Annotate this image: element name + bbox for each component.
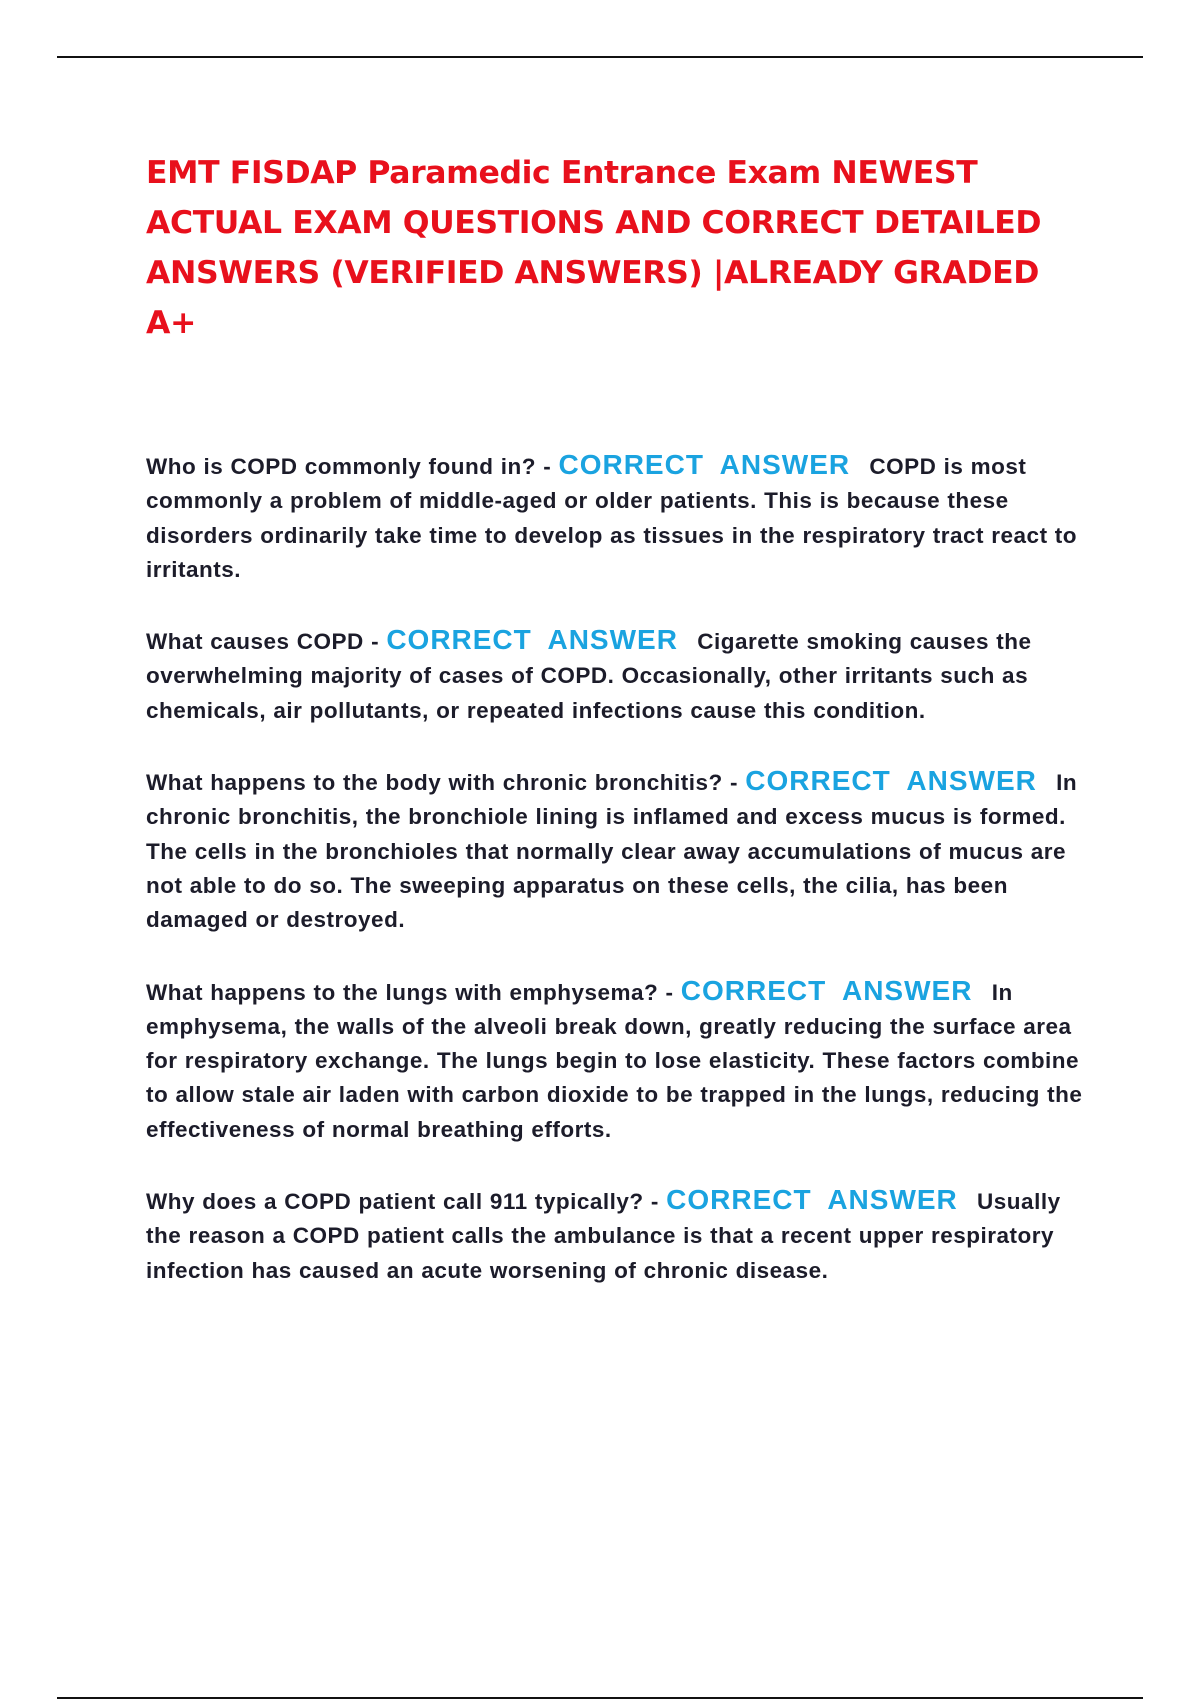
bottom-rule — [57, 1697, 1143, 1699]
qa-item — [146, 974, 1090, 1147]
correct-answer-tag: CORRECT ANSWER — [745, 765, 1037, 797]
question-separator: - — [722, 770, 746, 796]
correct-answer-tag: CORRECT ANSWER — [666, 1184, 958, 1216]
answer-text: In chronic bronchitis, the bronchiole lining is inflamed and excess mucus is formed. The cells in the bronchioles that normally clear away accumulations of mucus are not able to do so. The sweeping apparatus on these cells, the cilia, has been damaged or destroyed. — [146, 770, 1078, 933]
question-text: What causes COPD — [146, 629, 364, 655]
correct-answer-tag: CORRECT ANSWER — [386, 624, 678, 656]
question-separator: - — [643, 1189, 667, 1215]
question-separator: - — [363, 629, 387, 655]
question-text: Why does a COPD patient call 911 typically? — [146, 1189, 644, 1215]
qa-item — [146, 623, 1090, 728]
top-rule — [57, 56, 1143, 58]
question-text: What happens to the body with chronic bronchitis? — [146, 770, 723, 796]
correct-answer-tag: CORRECT ANSWER — [680, 974, 973, 1006]
qa-item — [146, 764, 1090, 937]
answer-text: Usually the reason a COPD patient calls the ambulance is that a recent upper respiratory infection has caused an acute worsening of chronic disease. — [146, 1189, 1061, 1283]
answer-text: COPD is most commonly a problem of middle-aged or older patients. This is because these disorders ordinarily take time to develop as tissues in the respiratory tract react to irritants. — [146, 454, 1078, 582]
question-separator: - — [658, 979, 681, 1005]
question-separator: - — [535, 454, 559, 479]
qa-list — [146, 448, 1090, 1324]
answer-text: In emphysema, the walls of the alveoli break down, greatly reducing the surface area for respiratory exchange. The lungs begin to lose elasticity. These factors combine to allow stale air laden with carbon dioxide to be trapped in the lungs, reducing the effectiveness of normal breathing efforts. — [146, 979, 1083, 1142]
question-text: Who is COPD commonly found in? — [146, 454, 536, 479]
qa-item — [146, 448, 1090, 587]
correct-answer-tag: CORRECT ANSWER — [558, 449, 851, 480]
question-text: What happens to the lungs with emphysema? — [146, 979, 659, 1005]
qa-item — [146, 1183, 1090, 1288]
document-title: EMT FISDAP Paramedic Entrance Exam NEWEST ACTUAL EXAM QUESTIONS AND CORRECT DETAILED ANSWERS (VERIFIED ANSWERS) |ALREADY GRADED A+ — [146, 155, 1042, 341]
answer-text: Cigarette smoking causes the overwhelming majority of cases of COPD. Occasionally, other irritants such as chemicals, air pollutants, or repeated infections cause this condition. — [146, 629, 1032, 723]
